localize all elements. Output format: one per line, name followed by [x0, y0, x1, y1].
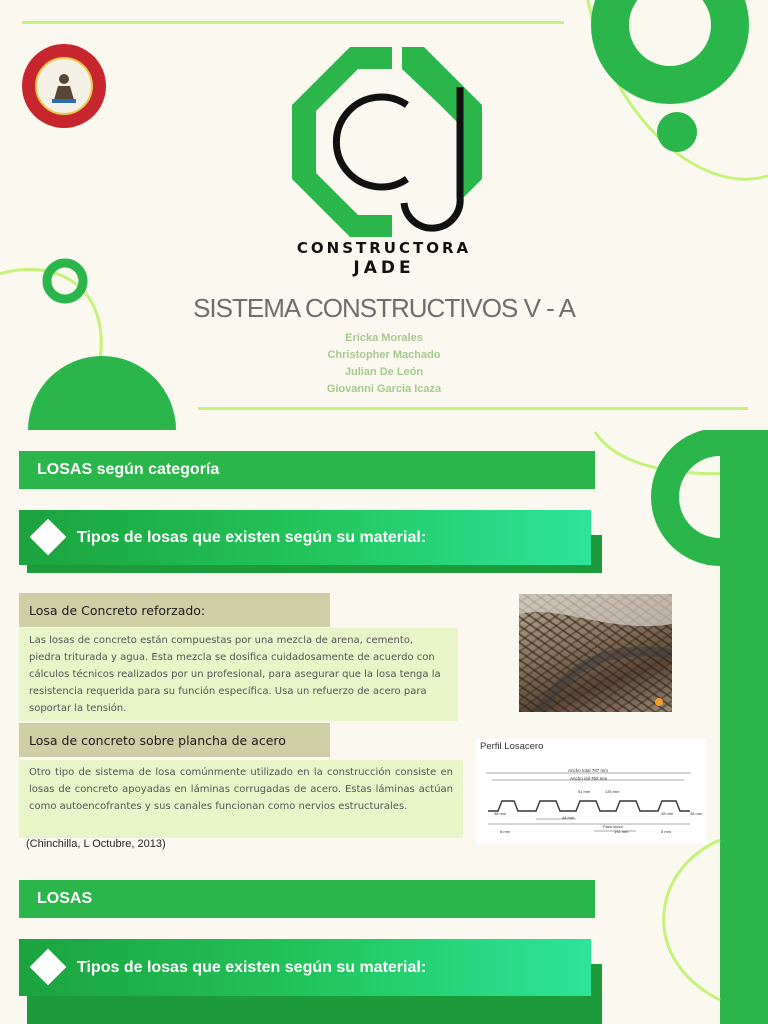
author-1: Ericka Morales: [345, 332, 423, 344]
section-banner-label: LOSAS: [37, 890, 93, 907]
deck-label-38mm-left: 38 mm: [494, 811, 507, 816]
gradient-title-bar: [19, 510, 591, 565]
steel-deck-diagram: [476, 739, 706, 844]
deck-label-8mm-right: 8 mm: [661, 829, 671, 834]
deck-label-191mm: 191 mm: [614, 829, 629, 834]
deck-label-135mm: 135 mm: [605, 789, 620, 794]
block-heading-concreto-reforzado: [19, 593, 330, 627]
brand-name-line2: JADE: [353, 258, 415, 278]
block-heading-plancha-acero: [19, 723, 330, 757]
block-heading-text: Losa de concreto sobre plancha de acero: [29, 732, 286, 748]
deck-label-38mm-mid: 38 mm: [690, 811, 703, 816]
page-title: SISTEMA CONSTRUCTIVOS V - A: [193, 293, 575, 323]
deck-diagram-title: Perfil Losacero: [480, 741, 544, 752]
citation: (Chinchilla, L Octubre, 2013): [26, 838, 166, 850]
diamond-icon: [30, 949, 67, 986]
decor-right-middle: [590, 430, 768, 1024]
deck-label-paso-tipico: Paso típico: [603, 824, 623, 829]
diamond-icon: [30, 519, 67, 556]
block-heading-text: Losa de Concreto reforzado:: [29, 602, 206, 618]
logo-monogram: [292, 47, 482, 237]
gradient-title-text: Tipos de losas que existen según su material:: [77, 528, 427, 546]
gradient-title-text: Tipos de losas que existen según su material:: [77, 958, 427, 976]
deck-label-38mm-right: 38 mm: [661, 811, 674, 816]
gradient-title-bar: [19, 939, 591, 996]
seal-figure-icon: [44, 66, 84, 106]
rebar-photo-overlay: [519, 594, 672, 712]
deck-label-useful-width: Ancho útil 762 mm: [570, 776, 608, 781]
section-banner-losas: [19, 880, 595, 918]
deck-label-51mm: 51 mm: [578, 789, 591, 794]
author-4: Giovanni Garcia Icaza: [326, 383, 442, 395]
author-3: Julian De León: [344, 366, 424, 378]
deck-label-44mm: 44 mm: [562, 815, 575, 820]
block-paragraph-plancha-acero: Otro tipo de sistema de losa comúnmente utilizado en la construcción consiste en losas de concreto apoyadas en láminas corrugadas de acero. Estas láminas actúan como autoencofrantes y sus canales funcionan como nervios estructurales.: [19, 760, 463, 838]
deck-label-8mm-left: 8 mm: [500, 829, 510, 834]
decor-top-right: [580, 0, 768, 190]
brand-name-line1: CONSTRUCTORA: [296, 239, 472, 257]
deck-profile-drawing: [476, 739, 706, 844]
mid-divider: [198, 407, 748, 410]
seal-emblem: [35, 57, 93, 115]
top-divider: [22, 21, 564, 24]
author-2: Christopher Machado: [327, 349, 441, 361]
decor-left: [0, 255, 200, 435]
rebar-photo: [519, 594, 672, 712]
section-banner-losas-categoria: [19, 451, 595, 489]
university-seal: [22, 44, 106, 128]
block-paragraph-concreto-reforzado: Las losas de concreto están compuestas por una mezcla de arena, cemento, piedra triturada y agua. Esta mezcla se dosifica cuidadosamente de acuerdo con cálculos técnicos realizados por un profesional, para asegurar que la losa tenga la resistencia requerida para su función específica. Usa un refuerzo de acero para soportar la tensión.: [19, 628, 458, 721]
deck-label-total-width: Ancho total 787 mm: [568, 768, 609, 773]
section-banner-label: LOSAS según categoría: [37, 461, 220, 478]
